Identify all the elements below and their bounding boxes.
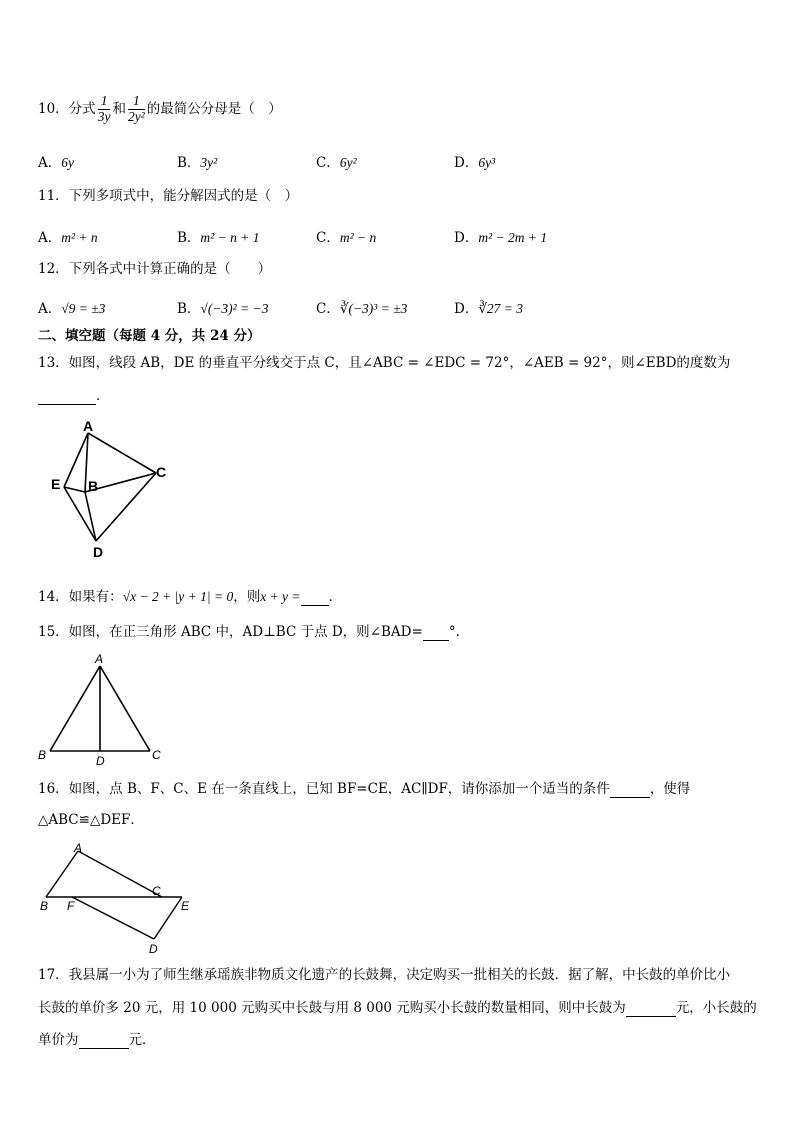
segment-ae xyxy=(64,433,88,487)
q10-stem xyxy=(38,94,282,125)
q17-stem-line2: 长鼓的单价多 20 元，用 10 000 元购买中长鼓与用 8 000 元购买小长鼓的数量相同，则中长鼓为 元，小长鼓的 xyxy=(38,1000,757,1016)
section-heading-fill-in: 二、填空题（每题 4 分，共 24 分） xyxy=(38,328,261,344)
q15-stem: 15．如图，在正三角形 ABC 中，AD⊥BC 于点 D，则∠BAD= °． xyxy=(38,624,470,640)
segment-ed xyxy=(64,487,96,541)
segment-ac xyxy=(88,433,156,473)
point-label-b: B xyxy=(40,899,49,913)
q14-expression: √x − 2 + |y + 1| = 0 xyxy=(122,589,234,604)
q12-option-c[interactable]: C．∛(−3)³ = ±3 xyxy=(316,301,408,317)
point-label-e: E xyxy=(181,899,190,913)
point-label-c: C xyxy=(152,884,161,898)
q10-option-c[interactable]: C．6y² xyxy=(316,155,357,171)
segment-ab xyxy=(50,666,100,751)
q16-stem: 16．如图，点 B、F、C、E 在一条直线上，已知 BF=CE，AC∥DF，请你添加一个适当的条件 ，使得 xyxy=(38,781,691,797)
q17-stem-line1: 17．我县属一小为了师生继承瑶族非物质文化遗产的长鼓舞，决定购买一批相关的长鼓．据了解，中长鼓的单价比小 xyxy=(38,967,731,983)
q15-answer-blank[interactable] xyxy=(423,624,449,641)
q10-option-a[interactable]: A．6y xyxy=(38,155,74,171)
q16-figure xyxy=(38,840,198,960)
q11-option-d[interactable]: D．m² − 2m + 1 xyxy=(454,230,548,246)
q11-option-a[interactable]: A．m² + n xyxy=(38,230,98,246)
q13-stem: 13．如图，线段 AB，DE 的垂直平分线交于点 C，且∠ABC = ∠EDC = 72°，∠AEB = 92°，则∠EBD的度数为 xyxy=(38,355,731,371)
q15-figure xyxy=(36,652,166,770)
point-label-d: D xyxy=(149,942,158,956)
q17-answer-blank-1[interactable] xyxy=(626,1000,676,1017)
q12-option-d[interactable]: D．∛27 = 3 xyxy=(454,301,524,317)
q13-answer-blank[interactable] xyxy=(38,388,96,405)
segment-ac xyxy=(100,666,150,751)
q14-stem: 14．如果有：√x − 2 + |y + 1| = 0，则x + y = ． xyxy=(38,589,343,605)
point-label-c: C xyxy=(156,464,167,480)
q12-option-a[interactable]: A．√9 = ±3 xyxy=(38,301,106,317)
segment-fd xyxy=(72,897,154,939)
point-label-c: C xyxy=(152,748,161,762)
point-label-b: B xyxy=(38,748,47,762)
q11-stem: 11．下列多项式中，能分解因式的是（ ） xyxy=(38,188,299,204)
q14-answer-blank[interactable] xyxy=(301,589,329,606)
q10-prefix: 10．分式 xyxy=(38,100,96,117)
point-label-a: A xyxy=(83,418,94,434)
q10-fraction-1: $\frac{1}{3y}$ xyxy=(97,93,111,124)
point-label-a: A xyxy=(74,841,83,855)
point-label-d: D xyxy=(96,754,105,768)
q13-answer-line: ． xyxy=(38,388,110,405)
q10-and: 和 xyxy=(112,100,126,117)
q10-option-b[interactable]: B．3y² xyxy=(177,155,218,171)
q11-option-c[interactable]: C．m² − n xyxy=(316,230,377,246)
q16-stem-line2: △ABC≌△DEF． xyxy=(38,812,144,828)
q12-stem: 12．下列各式中计算正确的是（ ） xyxy=(38,261,272,277)
q16-answer-blank[interactable] xyxy=(610,781,650,798)
q13-figure xyxy=(40,415,180,565)
point-label-b: B xyxy=(88,478,99,494)
point-label-f: F xyxy=(67,899,75,913)
segment-cd xyxy=(96,473,156,541)
segment-ac xyxy=(78,851,162,897)
point-label-a: A xyxy=(95,652,104,666)
q17-stem-line3: 单价为 元． xyxy=(38,1032,156,1048)
q10-fraction-2: $\frac{1}{\text{2y²}}$ xyxy=(127,93,145,124)
q10-suffix: 的最简公分母是（ ） xyxy=(146,100,282,117)
point-label-e: E xyxy=(51,476,61,492)
q12-option-b[interactable]: B．√(−3)² = −3 xyxy=(177,301,269,317)
segment-ab xyxy=(46,851,78,897)
segment-de xyxy=(154,897,182,939)
segment-bd xyxy=(85,492,96,541)
q17-answer-blank-2[interactable] xyxy=(79,1032,129,1049)
q10-option-d[interactable]: D．6y³ xyxy=(454,155,496,171)
q11-option-b[interactable]: B．m² − n + 1 xyxy=(177,230,260,246)
point-label-d: D xyxy=(93,544,104,560)
